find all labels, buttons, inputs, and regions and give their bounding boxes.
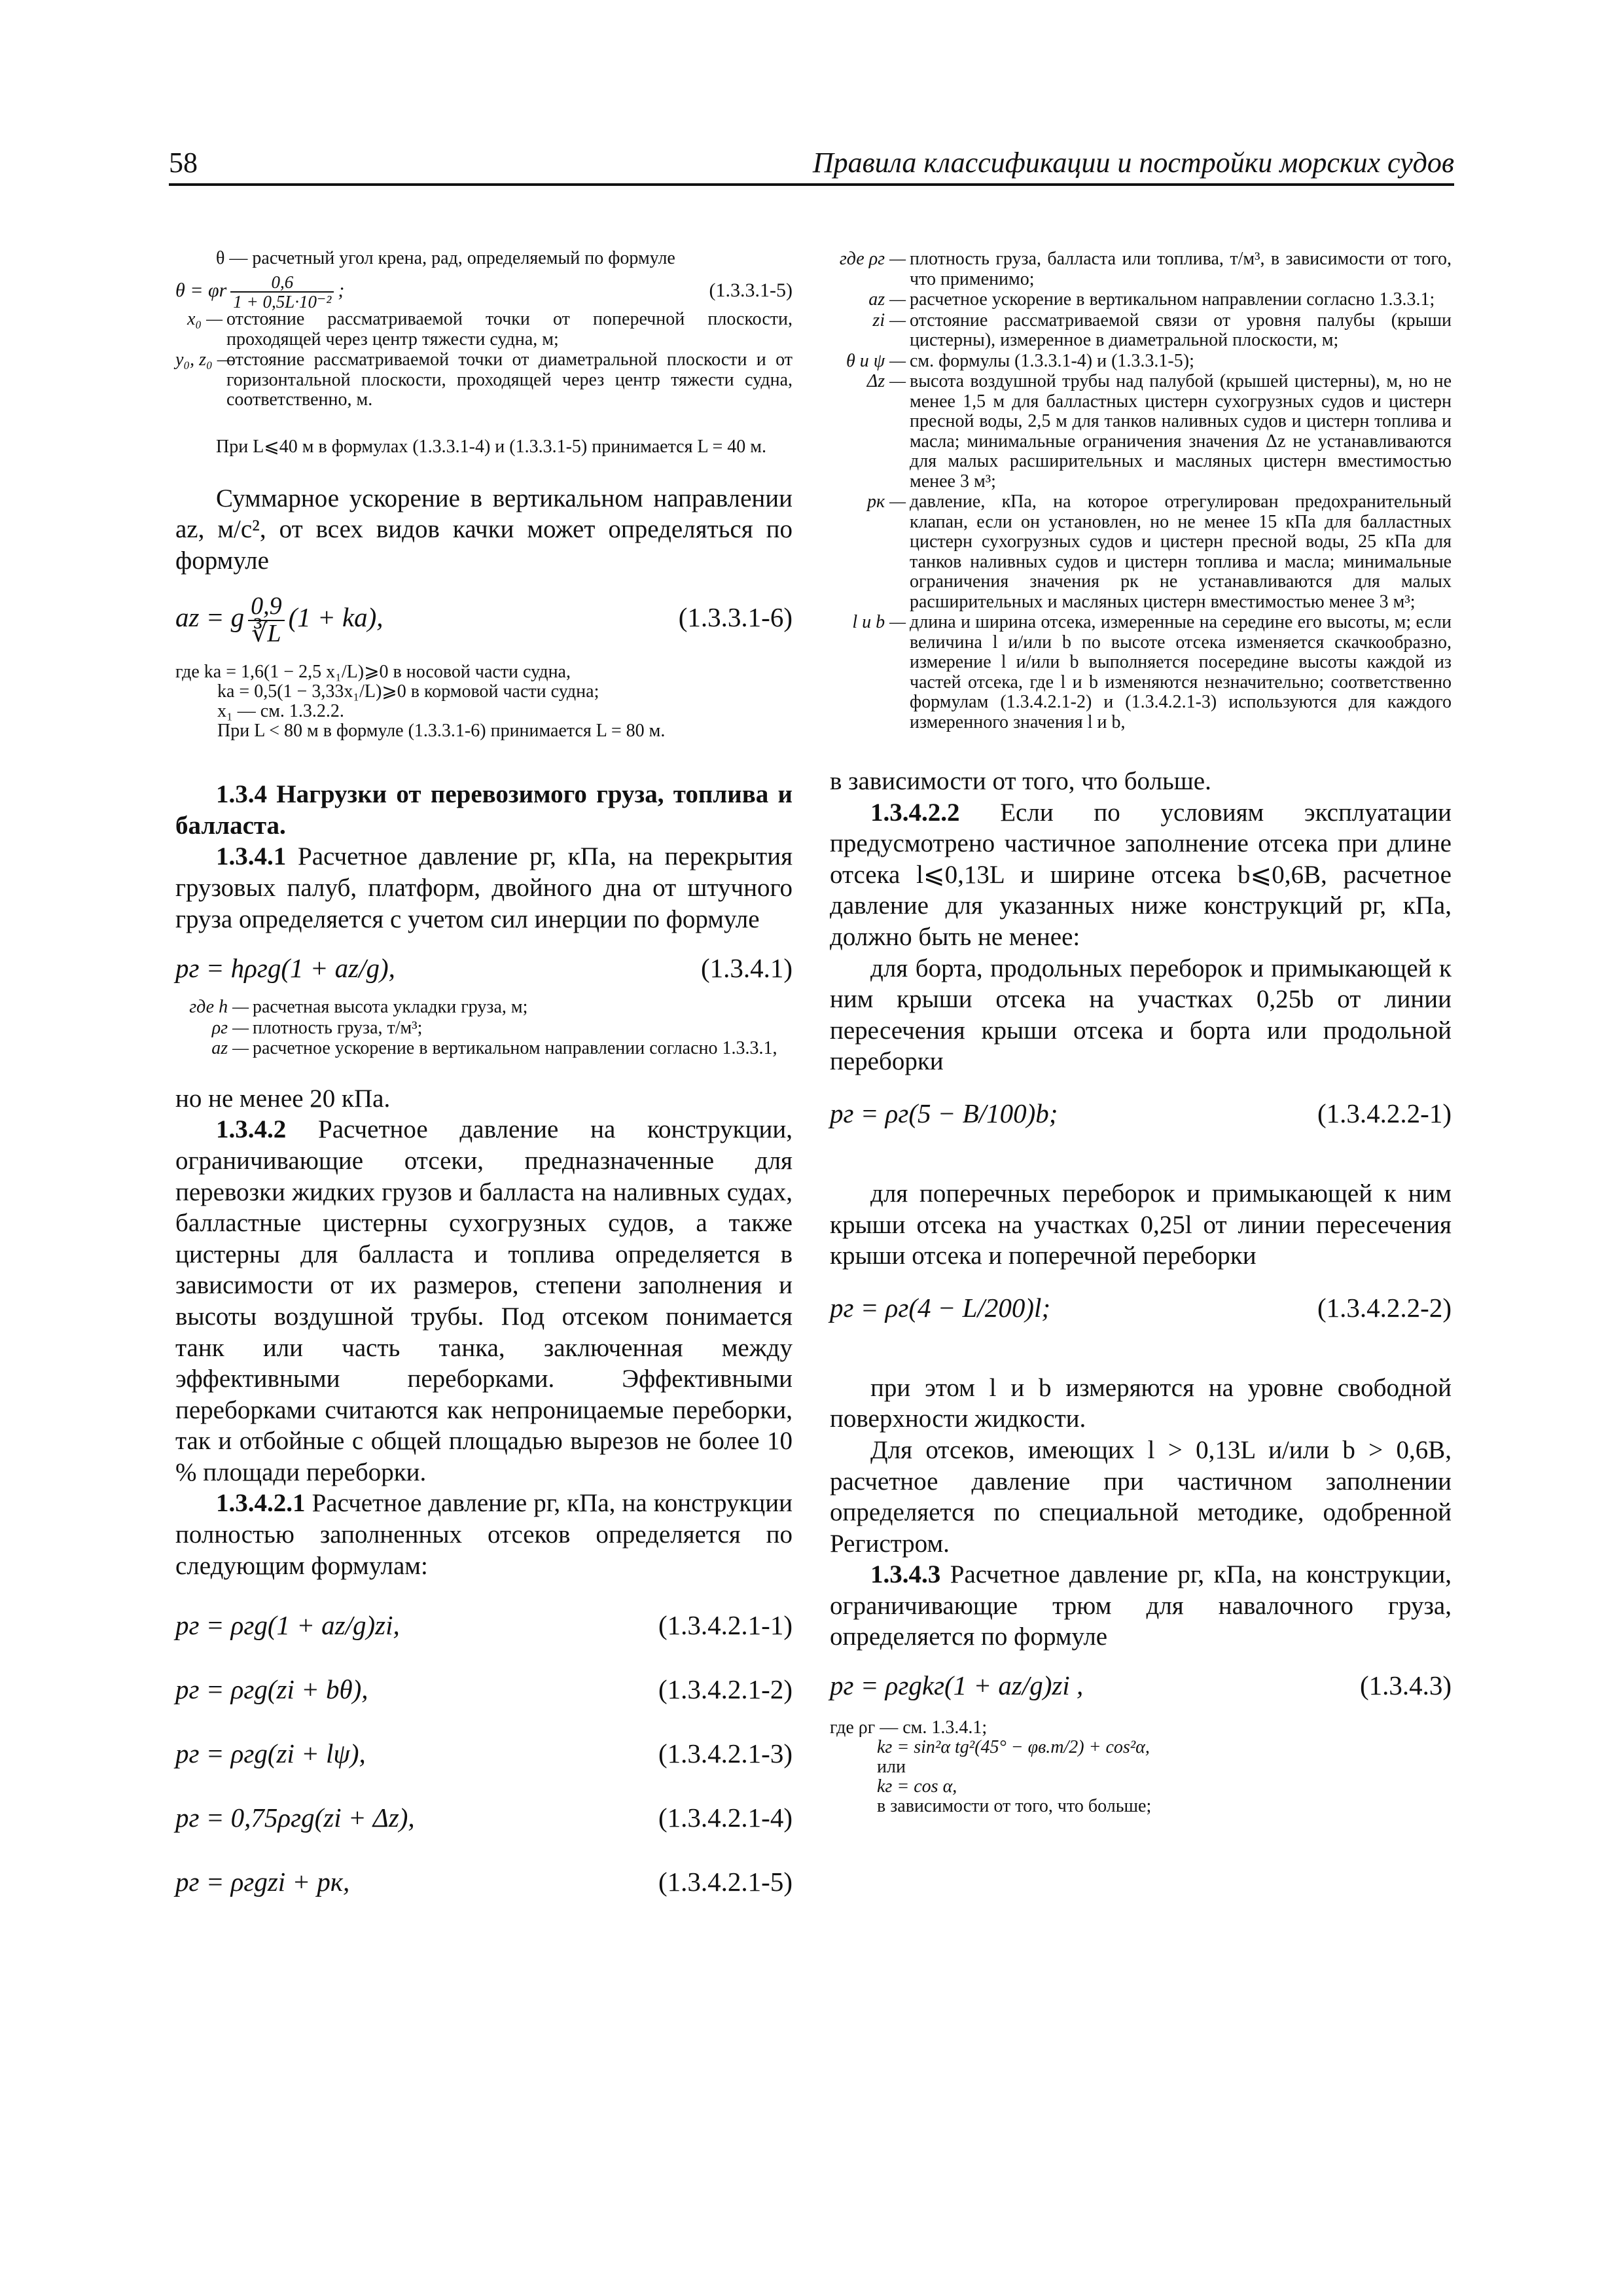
def-text: отстояние рассматриваемой точки от диаметральной плоскости и от горизонтальной плоскости, проходящей через центр тяжести судна, соответственно, м. bbox=[226, 350, 793, 410]
clause-number: 1.3.4.3 bbox=[870, 1560, 941, 1589]
eq-num: 0,9 bbox=[248, 594, 285, 621]
equation-az bbox=[175, 581, 793, 653]
paragraph-measured: при этом l и b измеряются на уровне свободной поверхности жидкости. bbox=[830, 1373, 1452, 1433]
clause-number: 1.3.4.2.2 bbox=[870, 798, 960, 827]
eq-den: 1 + 0,5L·10⁻² bbox=[233, 292, 332, 312]
def-text: расчетное ускорение в вертикальном направлении согласно 1.3.3.1, bbox=[253, 1038, 777, 1059]
def-symbol: y₀, z₀ — bbox=[175, 350, 234, 370]
definition-pk bbox=[830, 492, 1452, 612]
paragraph-1-3-4-2-1 bbox=[175, 1488, 793, 1581]
eq-formula: pг = ρг(5 − B/100)b; bbox=[830, 1098, 1058, 1128]
definition-az bbox=[175, 1039, 793, 1059]
equation-1-3-4-2-1-4 bbox=[175, 1785, 793, 1850]
clause-number: 1.3.4.2 bbox=[216, 1115, 287, 1144]
definition-h bbox=[175, 997, 793, 1018]
def-rho-ref: где ρг — см. 1.3.4.1; bbox=[830, 1717, 988, 1738]
clause-text: Расчетное давление pг, кПа, на конструкции, ограничивающие трюм для навалочного груза, определяется по формуле bbox=[830, 1560, 1452, 1651]
def-text: плотность груза, т/м³; bbox=[253, 1017, 423, 1038]
def-symbol: l и b — bbox=[852, 612, 906, 632]
section-number: 1.3.4 bbox=[216, 780, 267, 809]
eq-formula: pг = ρгgzi + pк, bbox=[175, 1867, 350, 1897]
clause-text: Расчетное давление pг, кПа, на перекрытия грузовых палуб, платформ, двойного дна от штучного груза определяется с учетом сил инерции по формуле bbox=[175, 842, 793, 933]
equation-1-3-4-2-1-2 bbox=[175, 1657, 793, 1721]
eq-number: (1.3.4.2.2-1) bbox=[1317, 1098, 1452, 1128]
eq-formula: pг = ρгgkг(1 + az/g)zi , bbox=[830, 1670, 1084, 1701]
eq-number: (1.3.3.1-6) bbox=[678, 602, 793, 633]
def-which-more: в зависимости от того, что больше; bbox=[877, 1796, 1152, 1817]
section-title: Нагрузки от перевозимого груза, топлива и балласта. bbox=[175, 780, 793, 840]
def-symbol: az — bbox=[211, 1038, 249, 1059]
definition-rho bbox=[175, 1018, 793, 1039]
eq-number: (1.3.4.2.1-2) bbox=[658, 1674, 793, 1705]
def-text: отстояние рассматриваемой точки от поперечной плоскости, проходящей через центр тяжести судна, м; bbox=[226, 309, 793, 350]
def-text: отстояние рассматриваемой связи от уровня палубы (крыши цистерны), измеренное в диаметральной плоскости, м; bbox=[910, 310, 1452, 350]
eq-num: 0,6 bbox=[230, 273, 334, 293]
clause-number: 1.3.4.1 bbox=[216, 842, 287, 871]
definition-delta-z bbox=[830, 372, 1452, 492]
eq-formula: pг = ρгg(zi + bθ), bbox=[175, 1674, 368, 1705]
note-l80: При L < 80 м в формуле (1.3.3.1-6) принимается L = 80 м. bbox=[217, 721, 666, 742]
equation-1-3-4-2-1-3 bbox=[175, 1721, 793, 1785]
def-x1: x₁ — см. 1.3.2.2. bbox=[217, 701, 344, 722]
def-or: или bbox=[877, 1757, 906, 1778]
def-symbol: Δz — bbox=[866, 371, 906, 391]
paragraph-board: для борта, продольных переборок и примыкающей к ним крыши отсека на участках 0,25b от линии пересечения крыши отсека и борта или продольной переборки bbox=[830, 954, 1452, 1076]
definition-az bbox=[830, 290, 1452, 310]
def-symbol: x₀ — bbox=[187, 309, 223, 329]
def-text: см. формулы (1.3.3.1-4) и (1.3.3.1-5); bbox=[910, 350, 1194, 371]
eq-formula: pг = ρгg(zi + lψ), bbox=[175, 1738, 366, 1769]
minimum-20kpa: но не менее 20 кПа. bbox=[175, 1084, 391, 1113]
paragraph-transverse: для поперечных переборок и примыкающей к ним крыши отсека на участках 0,25l от линии пересечения крыши отсека и поперечной переборки bbox=[830, 1179, 1452, 1270]
equation-1-3-4-2-2-1 bbox=[830, 1077, 1452, 1149]
running-title: Правила классификации и постройки морских судов bbox=[812, 147, 1454, 179]
def-symbol: zi — bbox=[872, 310, 906, 331]
paragraph-az: Суммарное ускорение в вертикальном направлении az, м/с², от всех видов качки может определяться по формуле bbox=[175, 484, 793, 575]
def-text: давление, кПа, на которое отрегулирован предохранительный клапан, если он установлен, но не менее 15 кПа для балластных цистерн сухогрузных судов и цистерн пресной воды, 25 кПа для танков наливных судов и цистерн топлива и масла; минимальные ограничения значения pк не устанавливаются для малых расширительных и масляных цистерн вместимостью менее 3 м³; bbox=[910, 492, 1452, 612]
note-l40: При L⩽40 м в формулах (1.3.3.1-4) и (1.3.3.1-5) принимается L = 40 м. bbox=[216, 436, 767, 457]
eq-number: (1.3.4.2.1-4) bbox=[658, 1803, 793, 1833]
which-more: в зависимости от того, что больше. bbox=[830, 767, 1211, 795]
theta-intro: θ — расчетный угол крена, рад, определяемый по формуле bbox=[216, 248, 675, 268]
definition-l-b bbox=[830, 613, 1452, 732]
def-symbol: где h — bbox=[189, 997, 249, 1018]
def-text: расчетное ускорение в вертикальном направлении согласно 1.3.3.1; bbox=[910, 289, 1435, 310]
eq-lhs: θ = φr bbox=[175, 279, 227, 301]
equation-1-3-4-2-1-1 bbox=[175, 1593, 793, 1657]
eq-number: (1.3.4.2.1-3) bbox=[658, 1738, 793, 1769]
def-symbol: где ρг — bbox=[839, 249, 906, 269]
eq-number: (1.3.4.2.1-1) bbox=[658, 1610, 793, 1641]
clause-number: 1.3.4.2.1 bbox=[216, 1489, 306, 1518]
def-text: длина и ширина отсека, измеренные на середине его высоты, м; если величина l и/или b по высоте отсека изменяется скачкообразно, измерение l и/или b выполняется посередине высоты каждой из частей отсека, где l и b изменяются незначительно; соответственно формулам (1.3.4.2.1-2) и (1.3.4.2.1-3) используются для каждого измеренного значения l и b, bbox=[910, 612, 1452, 732]
def-symbol: θ и ψ — bbox=[846, 350, 906, 371]
paragraph-1-3-4-2-2 bbox=[830, 797, 1452, 953]
eq-formula: pг = ρгg(1 + az/g)zi, bbox=[175, 1610, 400, 1641]
clause-text: Если по условиям эксплуатации предусмотрено частичное заполнение отсека при длине отсека l⩽0,13L и ширине отсека b⩽0,6B, расчетное давление для указанных ниже конструкций pг, кПа, должно быть не менее: bbox=[830, 798, 1452, 951]
equation-theta bbox=[175, 272, 793, 312]
paragraph-1-3-4-1 bbox=[175, 841, 793, 935]
def-text: плотность груза, балласта или топлива, т/м³, в зависимости от того, что применимо; bbox=[910, 249, 1452, 289]
eq-formula: pг = 0,75ρгg(zi + Δz), bbox=[175, 1803, 415, 1833]
paragraph-1-3-4-3 bbox=[830, 1559, 1452, 1653]
eq-den: ∛L bbox=[251, 619, 281, 647]
eq-tail: (1 + ka), bbox=[288, 602, 383, 633]
eq-tail: ; bbox=[338, 279, 345, 301]
definition-y0-z0 bbox=[175, 350, 793, 410]
section-1-3-4-heading bbox=[175, 779, 793, 841]
page-number: 58 bbox=[169, 147, 198, 179]
def-symbol: az — bbox=[868, 289, 906, 310]
page-header bbox=[169, 143, 1454, 186]
eq-number: (1.3.4.2.1-5) bbox=[658, 1867, 793, 1897]
equation-1-3-4-2-2-2 bbox=[830, 1272, 1452, 1344]
equation-1-3-4-3 bbox=[830, 1653, 1452, 1718]
eq-number: (1.3.4.3) bbox=[1359, 1670, 1452, 1701]
eq-lhs: az = g bbox=[175, 602, 245, 633]
eq-number: (1.3.3.1-5) bbox=[709, 279, 793, 301]
def-kg-formula: kг = sin²α tg²(45° − φв.т/2) + cos²α, bbox=[877, 1737, 1150, 1758]
definition-zi bbox=[830, 311, 1452, 351]
clause-text: Расчетное давление pг, кПа, на конструкции полностью заполненных отсеков определяется по следующим формулам: bbox=[175, 1489, 793, 1580]
def-text: расчетная высота укладки груза, м; bbox=[253, 997, 528, 1018]
equation-1-3-4-2-1-5 bbox=[175, 1850, 793, 1914]
def-kg-cos: kг = cos α, bbox=[877, 1776, 957, 1797]
paragraph-1-3-4-2 bbox=[175, 1114, 793, 1488]
def-symbol: ρг — bbox=[211, 1017, 249, 1038]
eq-formula: pг = hρгg(1 + az/g), bbox=[175, 953, 395, 984]
def-text: высота воздушной трубы над палубой (крышей цистерны), м, но не менее 1,5 м для балластных цистерн сухогрузных судов и цистерн пресной воды, 2,5 м для танков наливных судов и цистерн топлива и масла; минимальные ограничения значения Δz не устанавливаются для малых расширительных и масляных цистерн вместимостью менее 3 м³; bbox=[910, 371, 1452, 492]
definition-rho-g bbox=[830, 249, 1452, 289]
paragraph-special-method: Для отсеков, имеющих l > 0,13L и/или b > 0,6B, расчетное давление при частичном заполнении определяется по специальной методике, одобренной Регистром. bbox=[830, 1435, 1452, 1558]
definition-theta-psi bbox=[830, 351, 1452, 372]
clause-text: Расчетное давление на конструкции, ограничивающие отсеки, предназначенные для перевозки жидких грузов и балласта на наливных судах, балластные цистерны сухогрузных судов, а также цистерны для балласта и топлива определяется в зависимости от их размеров, степени заполнения и высоты воздушной трубы. Под отсеком понимается танк или часть танка, заключенная между эффективными переборками. Эффективными переборками считаются как непроницаемые переборки, так и отбойные с общей площадью вырезов не более 10 % площади переборки. bbox=[175, 1115, 793, 1486]
eq-number: (1.3.4.1) bbox=[700, 953, 793, 984]
eq-number: (1.3.4.2.2-2) bbox=[1317, 1292, 1452, 1323]
def-ka-bow: где ka = 1,6(1 − 2,5 x₁/L)⩾0 в носовой части судна, bbox=[175, 662, 571, 683]
def-ka-stern: ka = 0,5(1 − 3,33x₁/L)⩾0 в кормовой части судна; bbox=[217, 681, 599, 702]
left-column bbox=[175, 249, 793, 1914]
def-symbol: pк — bbox=[867, 492, 906, 512]
eq-formula: pг = ρг(4 − L/200)l; bbox=[830, 1292, 1051, 1323]
equation-1-3-4-1 bbox=[175, 942, 793, 994]
right-column bbox=[830, 249, 1452, 1816]
definition-x0 bbox=[175, 310, 793, 350]
